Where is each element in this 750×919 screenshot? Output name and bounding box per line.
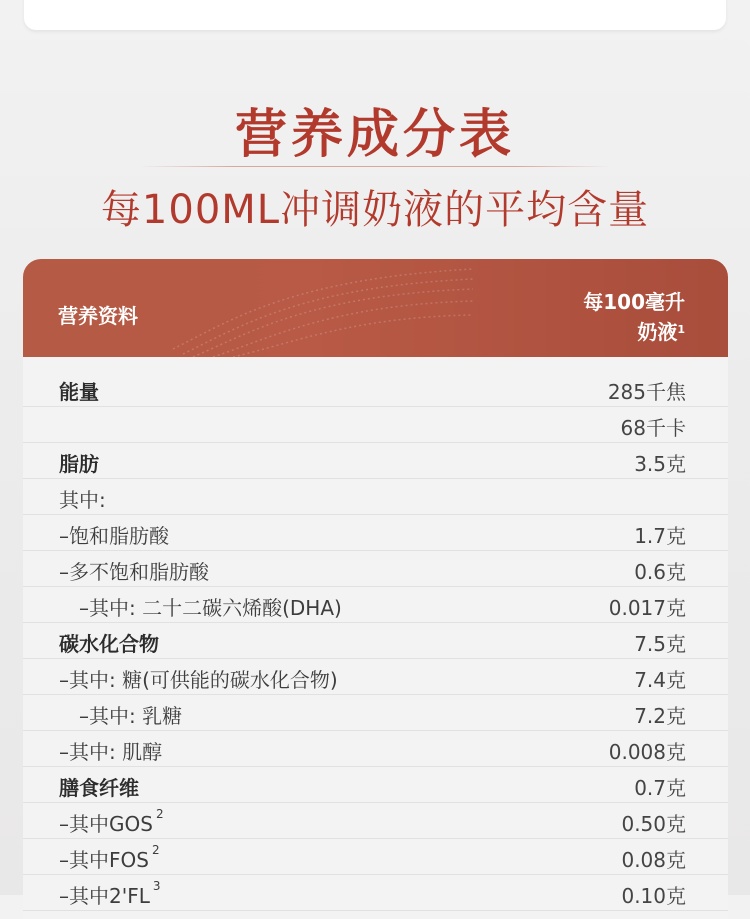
table-row bbox=[23, 407, 728, 443]
table-row bbox=[23, 731, 728, 767]
table-row bbox=[23, 695, 728, 731]
table-row bbox=[23, 587, 728, 623]
row-value: 7.2克 bbox=[634, 704, 686, 728]
table-row bbox=[23, 875, 728, 911]
table-row bbox=[23, 479, 728, 515]
table-row bbox=[23, 839, 728, 875]
row-label: –其中2'FL $^3$ bbox=[59, 879, 161, 908]
footnote-marker: 2 bbox=[155, 807, 164, 821]
row-label: –其中: 二十二碳六烯酸(DHA) bbox=[79, 596, 342, 620]
row-value: 0.017克 bbox=[608, 596, 686, 620]
row-value: 3.5克 bbox=[634, 452, 686, 476]
row-value: 285千焦 bbox=[607, 380, 686, 404]
row-label: 其中: bbox=[59, 488, 106, 512]
footnote-marker: 3 bbox=[152, 879, 161, 893]
table-body bbox=[23, 371, 728, 911]
table-row bbox=[23, 443, 728, 479]
header-per-100ml-line1: 每100毫升 bbox=[583, 290, 685, 314]
row-label: –多不饱和脂肪酸 bbox=[59, 560, 209, 584]
table-row bbox=[23, 623, 728, 659]
row-label: –其中FOS $^2$ bbox=[59, 843, 160, 872]
row-value: 68千卡 bbox=[620, 416, 686, 440]
table-row bbox=[23, 767, 728, 803]
row-value: 7.4克 bbox=[634, 668, 686, 692]
header-per-100ml bbox=[583, 287, 685, 347]
row-label: 碳水化合物 bbox=[59, 632, 159, 656]
row-value: 0.7克 bbox=[634, 776, 686, 800]
top-card bbox=[24, 0, 726, 30]
page-subtitle: 每100ML冲调奶液的平均含量 bbox=[100, 187, 650, 233]
footnote-marker: 1 bbox=[677, 323, 685, 336]
table-row bbox=[23, 371, 728, 407]
table-header bbox=[23, 259, 728, 357]
row-label: 能量 bbox=[59, 380, 99, 404]
table-row bbox=[23, 659, 728, 695]
table-row bbox=[23, 803, 728, 839]
row-value: 0.6克 bbox=[634, 560, 686, 584]
row-label: 膳食纤维 bbox=[59, 776, 139, 800]
row-value: 0.008克 bbox=[608, 740, 686, 764]
wave-pattern-decoration bbox=[173, 259, 473, 357]
row-label: –其中: 肌醇 bbox=[59, 740, 163, 764]
row-value: 0.50克 bbox=[621, 812, 686, 836]
footnote-marker: 2 bbox=[151, 843, 160, 857]
header-per-100ml-line2: 奶液$^1$ bbox=[637, 320, 685, 344]
row-value: 1.7克 bbox=[634, 524, 686, 548]
row-value: 7.5克 bbox=[634, 632, 686, 656]
row-label: –其中GOS $^2$ bbox=[59, 807, 164, 836]
row-value: 0.08克 bbox=[621, 848, 686, 872]
row-label: –饱和脂肪酸 bbox=[59, 524, 169, 548]
nutrition-table bbox=[23, 259, 728, 919]
row-label: –其中: 糖(可供能的碳水化合物) bbox=[59, 668, 338, 692]
table-row bbox=[23, 515, 728, 551]
table-row bbox=[23, 551, 728, 587]
page-title: 营养成分表 bbox=[234, 105, 515, 165]
row-value: 0.10克 bbox=[621, 884, 686, 908]
row-label: 脂肪 bbox=[59, 452, 99, 476]
header-nutrition-info: 营养资料 bbox=[58, 304, 138, 328]
row-label: –其中: 乳糖 bbox=[79, 704, 183, 728]
title-divider bbox=[140, 166, 610, 167]
